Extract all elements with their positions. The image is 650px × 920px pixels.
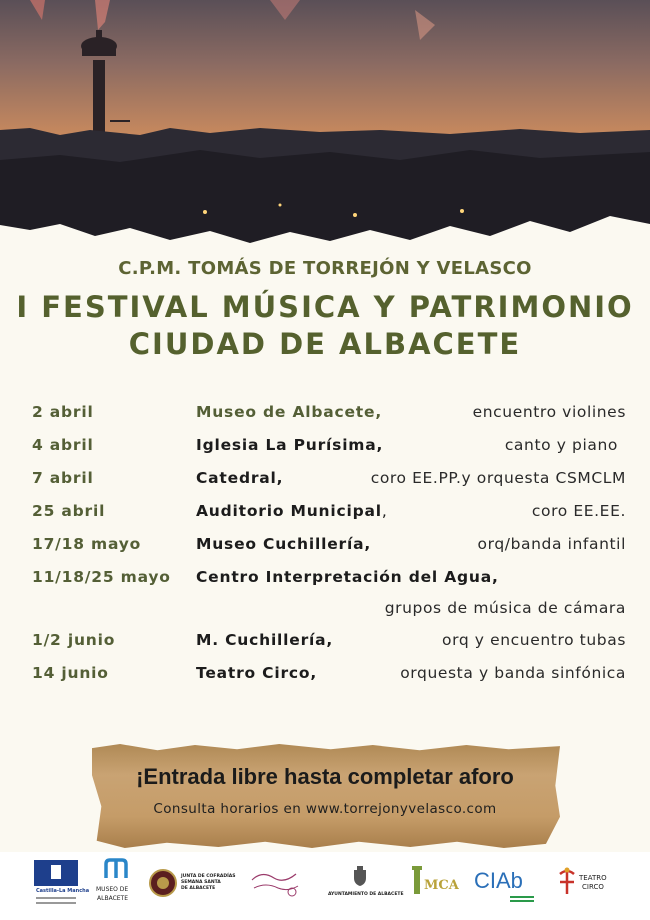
junta-caption-1: JUNTA DE COFRADÍAS — [181, 874, 236, 879]
schedule-row — [0, 403, 650, 431]
venue-comma: , — [381, 502, 388, 520]
city-shield-icon — [353, 866, 367, 886]
event-date: 7 abril — [32, 469, 94, 487]
mca-caption: MCA — [424, 878, 459, 893]
teatro-caption-1: TEATRO — [579, 874, 607, 882]
schedule-row — [0, 436, 650, 464]
sunset-skyline — [0, 0, 650, 250]
event-venue: Centro Interpretación del Agua, — [196, 568, 499, 586]
ayuntamiento-logo — [328, 866, 404, 912]
event-description: orquesta y banda sinfónica — [400, 664, 626, 682]
event-description: grupos de música de cámara — [384, 599, 626, 617]
event-venue-text: Auditorio Municipal — [196, 502, 382, 520]
junta-cofradias-logo — [148, 866, 258, 906]
teatro-caption-2: CIRCO — [582, 883, 604, 891]
event-description: canto y piano — [504, 436, 618, 454]
paper-banner — [92, 744, 560, 848]
ciab-caption: CIAb — [474, 868, 523, 893]
festival-title-line1: I FESTIVAL MÚSICA Y PATRIMONIO — [16, 290, 634, 324]
free-entry-text: ¡Entrada libre hasta completar aforo — [136, 764, 514, 789]
school-name: C.P.M. TOMÁS DE TORREJÓN Y VELASCO — [118, 258, 532, 279]
museo-m-icon — [104, 858, 128, 880]
event-date: 4 abril — [32, 436, 94, 454]
conservatorio-logo — [248, 866, 304, 906]
schedule-row — [0, 631, 650, 659]
castilla-la-mancha-logo — [34, 860, 90, 914]
schedule-row — [0, 502, 650, 530]
schedule-row-continuation — [0, 599, 650, 627]
schedule-row — [0, 535, 650, 563]
schedule-website-text: Consulta horarios en www.torrejonyvelasco.com — [153, 801, 497, 817]
event-date: 14 junio — [32, 664, 109, 682]
mca-logo — [410, 866, 459, 906]
museo-caption-1: MUSEO DE — [96, 886, 129, 893]
event-date: 25 abril — [32, 502, 106, 520]
event-description: orq y encuentro tubas — [442, 631, 626, 649]
sponsor-logos — [0, 852, 650, 920]
festival-title-line2: CIUDAD DE ALBACETE — [128, 327, 522, 361]
event-venue: M. Cuchillería, — [196, 631, 334, 649]
event-venue: Museo de Albacete, — [196, 403, 383, 421]
hero-photo — [0, 0, 650, 250]
event-date: 17/18 mayo — [32, 535, 142, 553]
event-description: coro EE.PP.y orquesta CSMCLM — [370, 469, 626, 487]
ciab-logo — [474, 866, 538, 910]
event-venue: Catedral, — [196, 469, 284, 487]
event-venue: Museo Cuchillería, — [196, 535, 372, 553]
clm-caption: Castilla-La Mancha — [36, 888, 90, 894]
event-venue — [196, 502, 388, 520]
event-description: encuentro violines — [472, 403, 626, 421]
event-date: 2 abril — [32, 403, 94, 421]
junta-caption-2: SEMANA SANTA — [181, 880, 221, 885]
event-venue: Teatro Circo, — [196, 664, 318, 682]
conservatorio-script-icon — [248, 866, 304, 902]
museo-albacete-logo — [96, 858, 136, 914]
museo-caption-2: ALBACETE — [97, 895, 128, 902]
event-date: 1/2 junio — [32, 631, 116, 649]
junta-caption-3: DE ALBACETE — [181, 886, 216, 891]
teatro-circo-emblem-icon — [556, 866, 578, 896]
event-description: coro EE.EE. — [531, 502, 626, 520]
schedule-row — [0, 469, 650, 497]
mca-tower-icon — [410, 866, 424, 896]
schedule-row — [0, 568, 650, 596]
clm-emblem-icon — [34, 860, 78, 886]
event-description: orq/banda infantil — [477, 535, 626, 553]
teatro-circo-logo — [556, 866, 616, 906]
schedule-row — [0, 664, 650, 692]
cofradias-seal-icon — [148, 868, 178, 898]
ayuntamiento-caption: AYUNTAMIENTO DE ALBACETE — [328, 892, 404, 897]
event-date: 11/18/25 mayo — [32, 568, 171, 586]
event-venue: Iglesia La Purísima, — [196, 436, 384, 454]
